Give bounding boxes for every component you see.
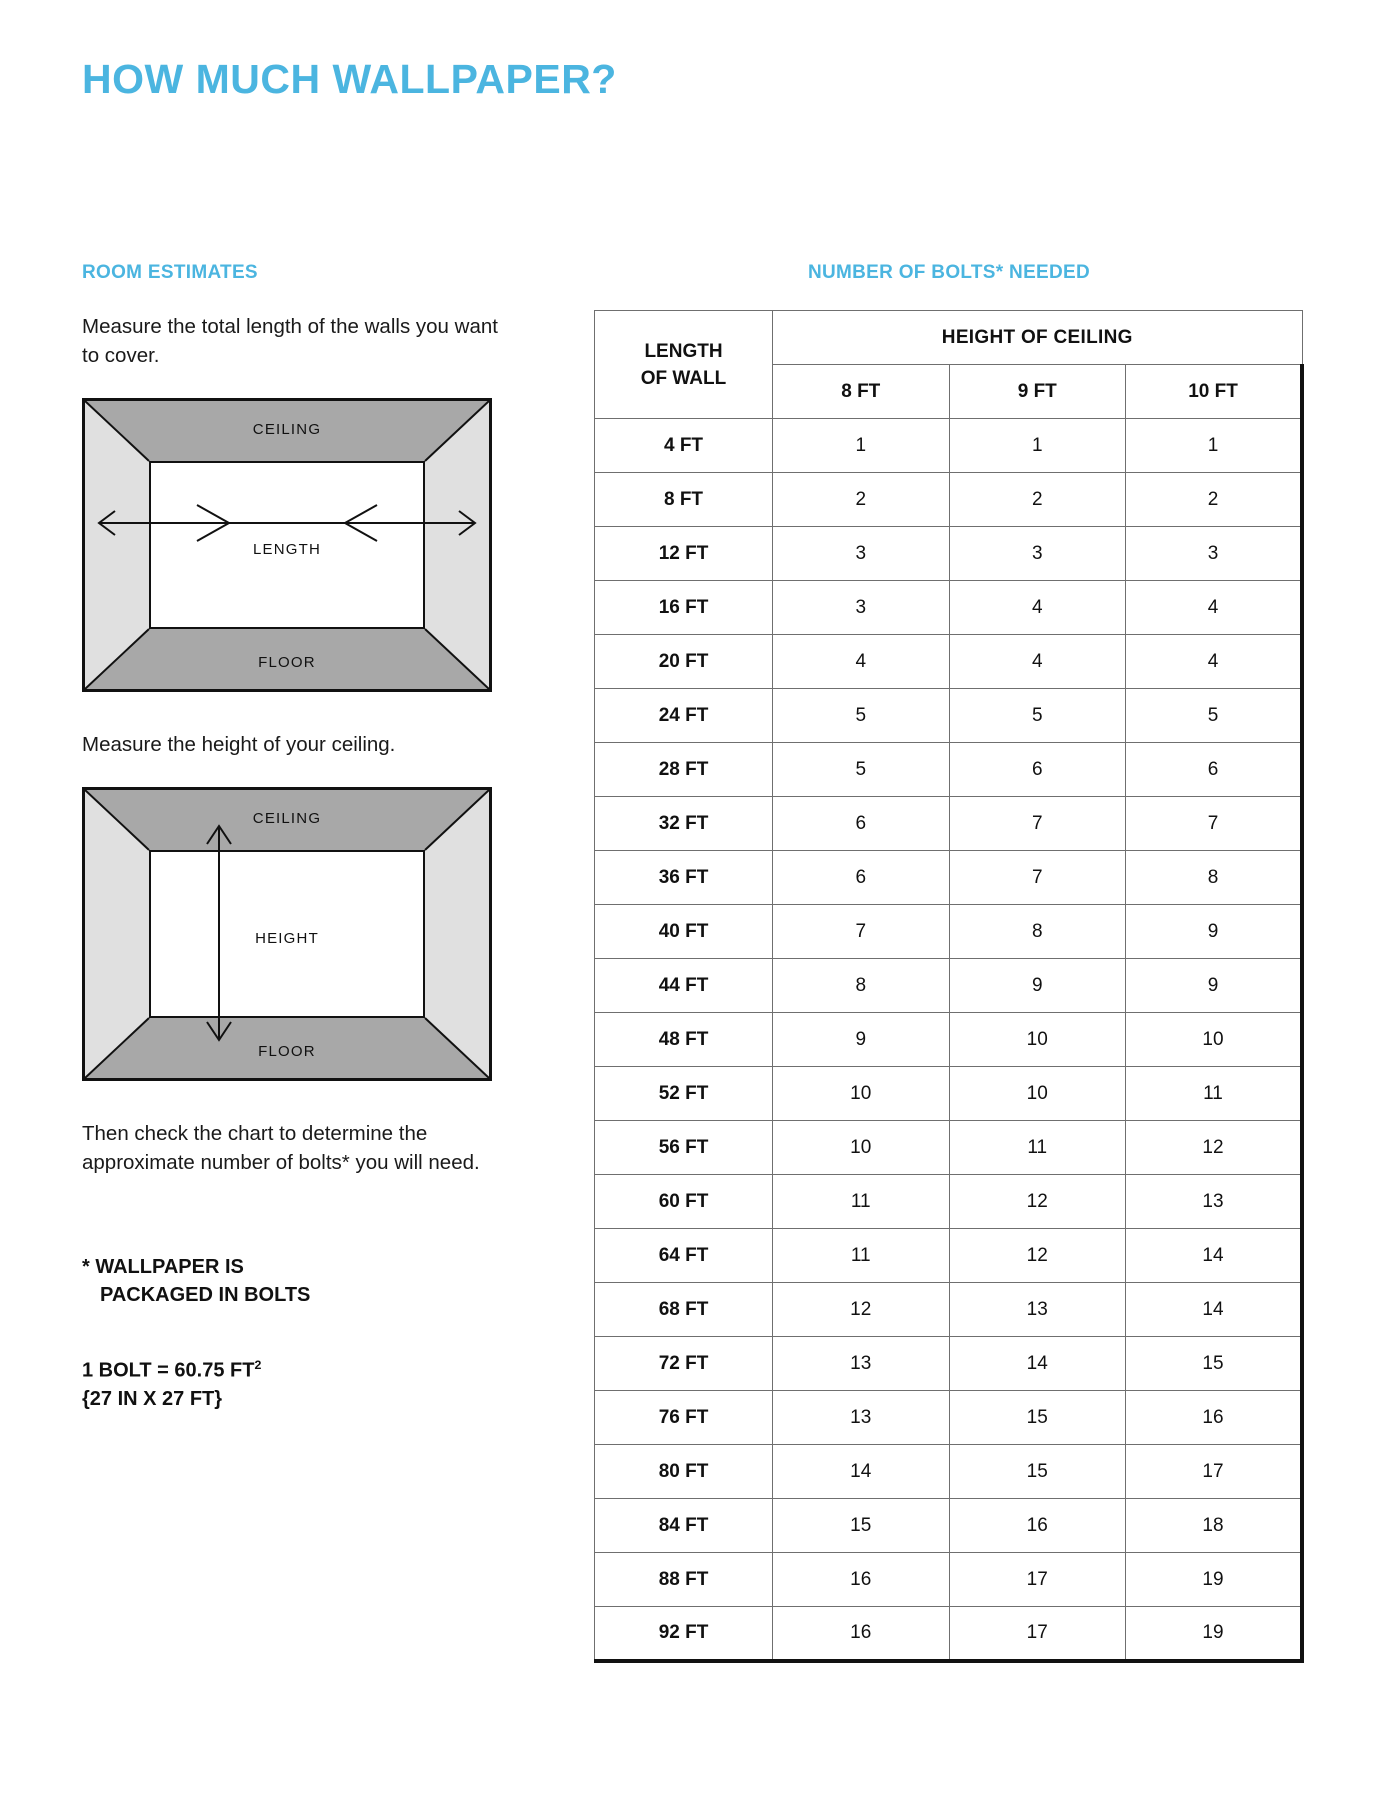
cell-9ft: 7	[949, 851, 1126, 905]
cell-9ft: 1	[949, 419, 1126, 473]
cell-10ft: 14	[1126, 1229, 1303, 1283]
cell-9ft: 14	[949, 1337, 1126, 1391]
table-row	[595, 1121, 1303, 1175]
cell-10ft: 5	[1126, 689, 1303, 743]
row-label: 84 FT	[595, 1499, 773, 1553]
table-row	[595, 473, 1303, 527]
cell-8ft: 8	[773, 959, 950, 1013]
section-title-room-estimates: ROOM ESTIMATES	[82, 262, 258, 283]
cell-9ft: 5	[949, 689, 1126, 743]
table-row	[595, 743, 1303, 797]
row-label: 52 FT	[595, 1067, 773, 1121]
cell-10ft: 14	[1126, 1283, 1303, 1337]
cell-9ft: 4	[949, 581, 1126, 635]
bolts-table-body	[595, 419, 1303, 1661]
room-diagram-height	[82, 787, 492, 1081]
cell-9ft: 15	[949, 1445, 1126, 1499]
column-header-9ft: 9 FT	[949, 365, 1126, 419]
cell-8ft: 3	[773, 527, 950, 581]
row-label: 92 FT	[595, 1607, 773, 1661]
cell-8ft: 1	[773, 419, 950, 473]
row-label: 40 FT	[595, 905, 773, 959]
cell-10ft: 6	[1126, 743, 1303, 797]
cell-8ft: 15	[773, 1499, 950, 1553]
bolts-table	[594, 310, 1304, 1663]
cell-10ft: 4	[1126, 581, 1303, 635]
cell-9ft: 9	[949, 959, 1126, 1013]
cell-10ft: 19	[1126, 1553, 1303, 1607]
row-label: 8 FT	[595, 473, 773, 527]
cell-9ft: 17	[949, 1553, 1126, 1607]
row-label: 48 FT	[595, 1013, 773, 1067]
row-label: 20 FT	[595, 635, 773, 689]
column-header-10ft: 10 FT	[1126, 365, 1303, 419]
cell-9ft: 4	[949, 635, 1126, 689]
cell-9ft: 10	[949, 1013, 1126, 1067]
table-caption: NUMBER OF BOLTS* NEEDED	[807, 262, 1091, 283]
cell-9ft: 6	[949, 743, 1126, 797]
step-1-text: Measure the total length of the walls you want to cover.	[82, 315, 498, 367]
cell-10ft: 18	[1126, 1499, 1303, 1553]
cell-8ft: 2	[773, 473, 950, 527]
table-row	[595, 959, 1303, 1013]
diagram2-ceiling-label: CEILING	[252, 810, 322, 827]
row-label: 12 FT	[595, 527, 773, 581]
row-label: 60 FT	[595, 1175, 773, 1229]
cell-9ft: 11	[949, 1121, 1126, 1175]
row-label: 80 FT	[595, 1445, 773, 1499]
cell-9ft: 16	[949, 1499, 1126, 1553]
row-label: 56 FT	[595, 1121, 773, 1175]
footnote-line-2: PACKAGED IN BOLTS	[100, 1284, 311, 1306]
room-estimates-column	[82, 262, 502, 1413]
cell-8ft: 13	[773, 1337, 950, 1391]
room-diagram-length	[82, 398, 492, 692]
row-label: 24 FT	[595, 689, 773, 743]
table-row	[595, 1283, 1303, 1337]
page-title: HOW MUCH WALLPAPER?	[82, 56, 617, 102]
table-row	[595, 851, 1303, 905]
cell-9ft: 17	[949, 1607, 1126, 1661]
cell-10ft: 12	[1126, 1121, 1303, 1175]
cell-10ft: 10	[1126, 1013, 1303, 1067]
cell-9ft: 8	[949, 905, 1126, 959]
diagram2-height-label: HEIGHT	[255, 930, 319, 947]
bolt-area-text: 1 BOLT = 60.75 FT	[82, 1359, 255, 1382]
row-label: 88 FT	[595, 1553, 773, 1607]
cell-8ft: 16	[773, 1607, 950, 1661]
table-row	[595, 1391, 1303, 1445]
cell-8ft: 6	[773, 797, 950, 851]
cell-8ft: 9	[773, 1013, 950, 1067]
cell-8ft: 12	[773, 1283, 950, 1337]
row-label: 72 FT	[595, 1337, 773, 1391]
cell-8ft: 10	[773, 1067, 950, 1121]
row-label: 68 FT	[595, 1283, 773, 1337]
cell-8ft: 11	[773, 1175, 950, 1229]
cell-8ft: 10	[773, 1121, 950, 1175]
table-row	[595, 797, 1303, 851]
cell-9ft: 3	[949, 527, 1126, 581]
cell-10ft: 17	[1126, 1445, 1303, 1499]
cell-8ft: 13	[773, 1391, 950, 1445]
cell-10ft: 4	[1126, 635, 1303, 689]
cell-8ft: 16	[773, 1553, 950, 1607]
table-row	[595, 1445, 1303, 1499]
cell-10ft: 1	[1126, 419, 1303, 473]
diagram1-ceiling-label: CEILING	[252, 421, 322, 438]
table-row	[595, 905, 1303, 959]
cell-10ft: 15	[1126, 1337, 1303, 1391]
cell-8ft: 11	[773, 1229, 950, 1283]
cell-9ft: 15	[949, 1391, 1126, 1445]
row-label: 64 FT	[595, 1229, 773, 1283]
row-label: 36 FT	[595, 851, 773, 905]
cell-10ft: 3	[1126, 527, 1303, 581]
table-row	[595, 635, 1303, 689]
table-row	[595, 689, 1303, 743]
cell-10ft: 16	[1126, 1391, 1303, 1445]
bolt-area-exponent: 2	[254, 1358, 262, 1372]
length-of-wall-header	[595, 311, 773, 419]
cell-8ft: 4	[773, 635, 950, 689]
cell-10ft: 8	[1126, 851, 1303, 905]
cell-10ft: 9	[1126, 905, 1303, 959]
bolt-dimensions-line: {27 IN X 27 FT}	[82, 1387, 223, 1410]
cell-10ft: 11	[1126, 1067, 1303, 1121]
height-of-ceiling-header: HEIGHT OF CEILING	[773, 311, 1303, 365]
table-row	[595, 419, 1303, 473]
cell-9ft: 12	[949, 1175, 1126, 1229]
bolts-table-panel	[594, 262, 1304, 1663]
row-label: 28 FT	[595, 743, 773, 797]
cell-9ft: 10	[949, 1067, 1126, 1121]
diagram2-floor-label: FLOOR	[258, 1043, 316, 1060]
cell-9ft: 7	[949, 797, 1126, 851]
cell-10ft: 9	[1126, 959, 1303, 1013]
cell-8ft: 5	[773, 689, 950, 743]
step-2-text: Measure the height of your ceiling.	[82, 733, 396, 756]
cell-8ft: 3	[773, 581, 950, 635]
length-header-line2: OF WALL	[640, 367, 727, 389]
diagram1-floor-label: FLOOR	[258, 654, 316, 671]
cell-10ft: 13	[1126, 1175, 1303, 1229]
cell-8ft: 6	[773, 851, 950, 905]
cell-10ft: 19	[1126, 1607, 1303, 1661]
cell-10ft: 7	[1126, 797, 1303, 851]
cell-8ft: 14	[773, 1445, 950, 1499]
table-row	[595, 1337, 1303, 1391]
table-row	[595, 1499, 1303, 1553]
table-row	[595, 581, 1303, 635]
table-row	[595, 1607, 1303, 1661]
bolt-area-line	[82, 1351, 502, 1385]
cell-9ft: 2	[949, 473, 1126, 527]
table-row	[595, 1229, 1303, 1283]
row-label: 4 FT	[595, 419, 773, 473]
row-label: 16 FT	[595, 581, 773, 635]
table-row	[595, 1553, 1303, 1607]
cell-10ft: 2	[1126, 473, 1303, 527]
diagram1-length-label: LENGTH	[252, 541, 322, 558]
row-label: 32 FT	[595, 797, 773, 851]
cell-8ft: 7	[773, 905, 950, 959]
cell-9ft: 12	[949, 1229, 1126, 1283]
row-label: 76 FT	[595, 1391, 773, 1445]
row-label: 44 FT	[595, 959, 773, 1013]
cell-8ft: 5	[773, 743, 950, 797]
step-3-text: Then check the chart to determine the approximate number of bolts* you will need.	[82, 1122, 480, 1174]
table-row	[595, 527, 1303, 581]
footnote-line-1: * WALLPAPER IS	[82, 1256, 244, 1278]
column-header-8ft: 8 FT	[773, 365, 950, 419]
table-header-row-1	[595, 311, 1303, 365]
table-row	[595, 1175, 1303, 1229]
length-header-line1: LENGTH	[644, 340, 723, 362]
table-row	[595, 1067, 1303, 1121]
table-row	[595, 1013, 1303, 1067]
cell-9ft: 13	[949, 1283, 1126, 1337]
